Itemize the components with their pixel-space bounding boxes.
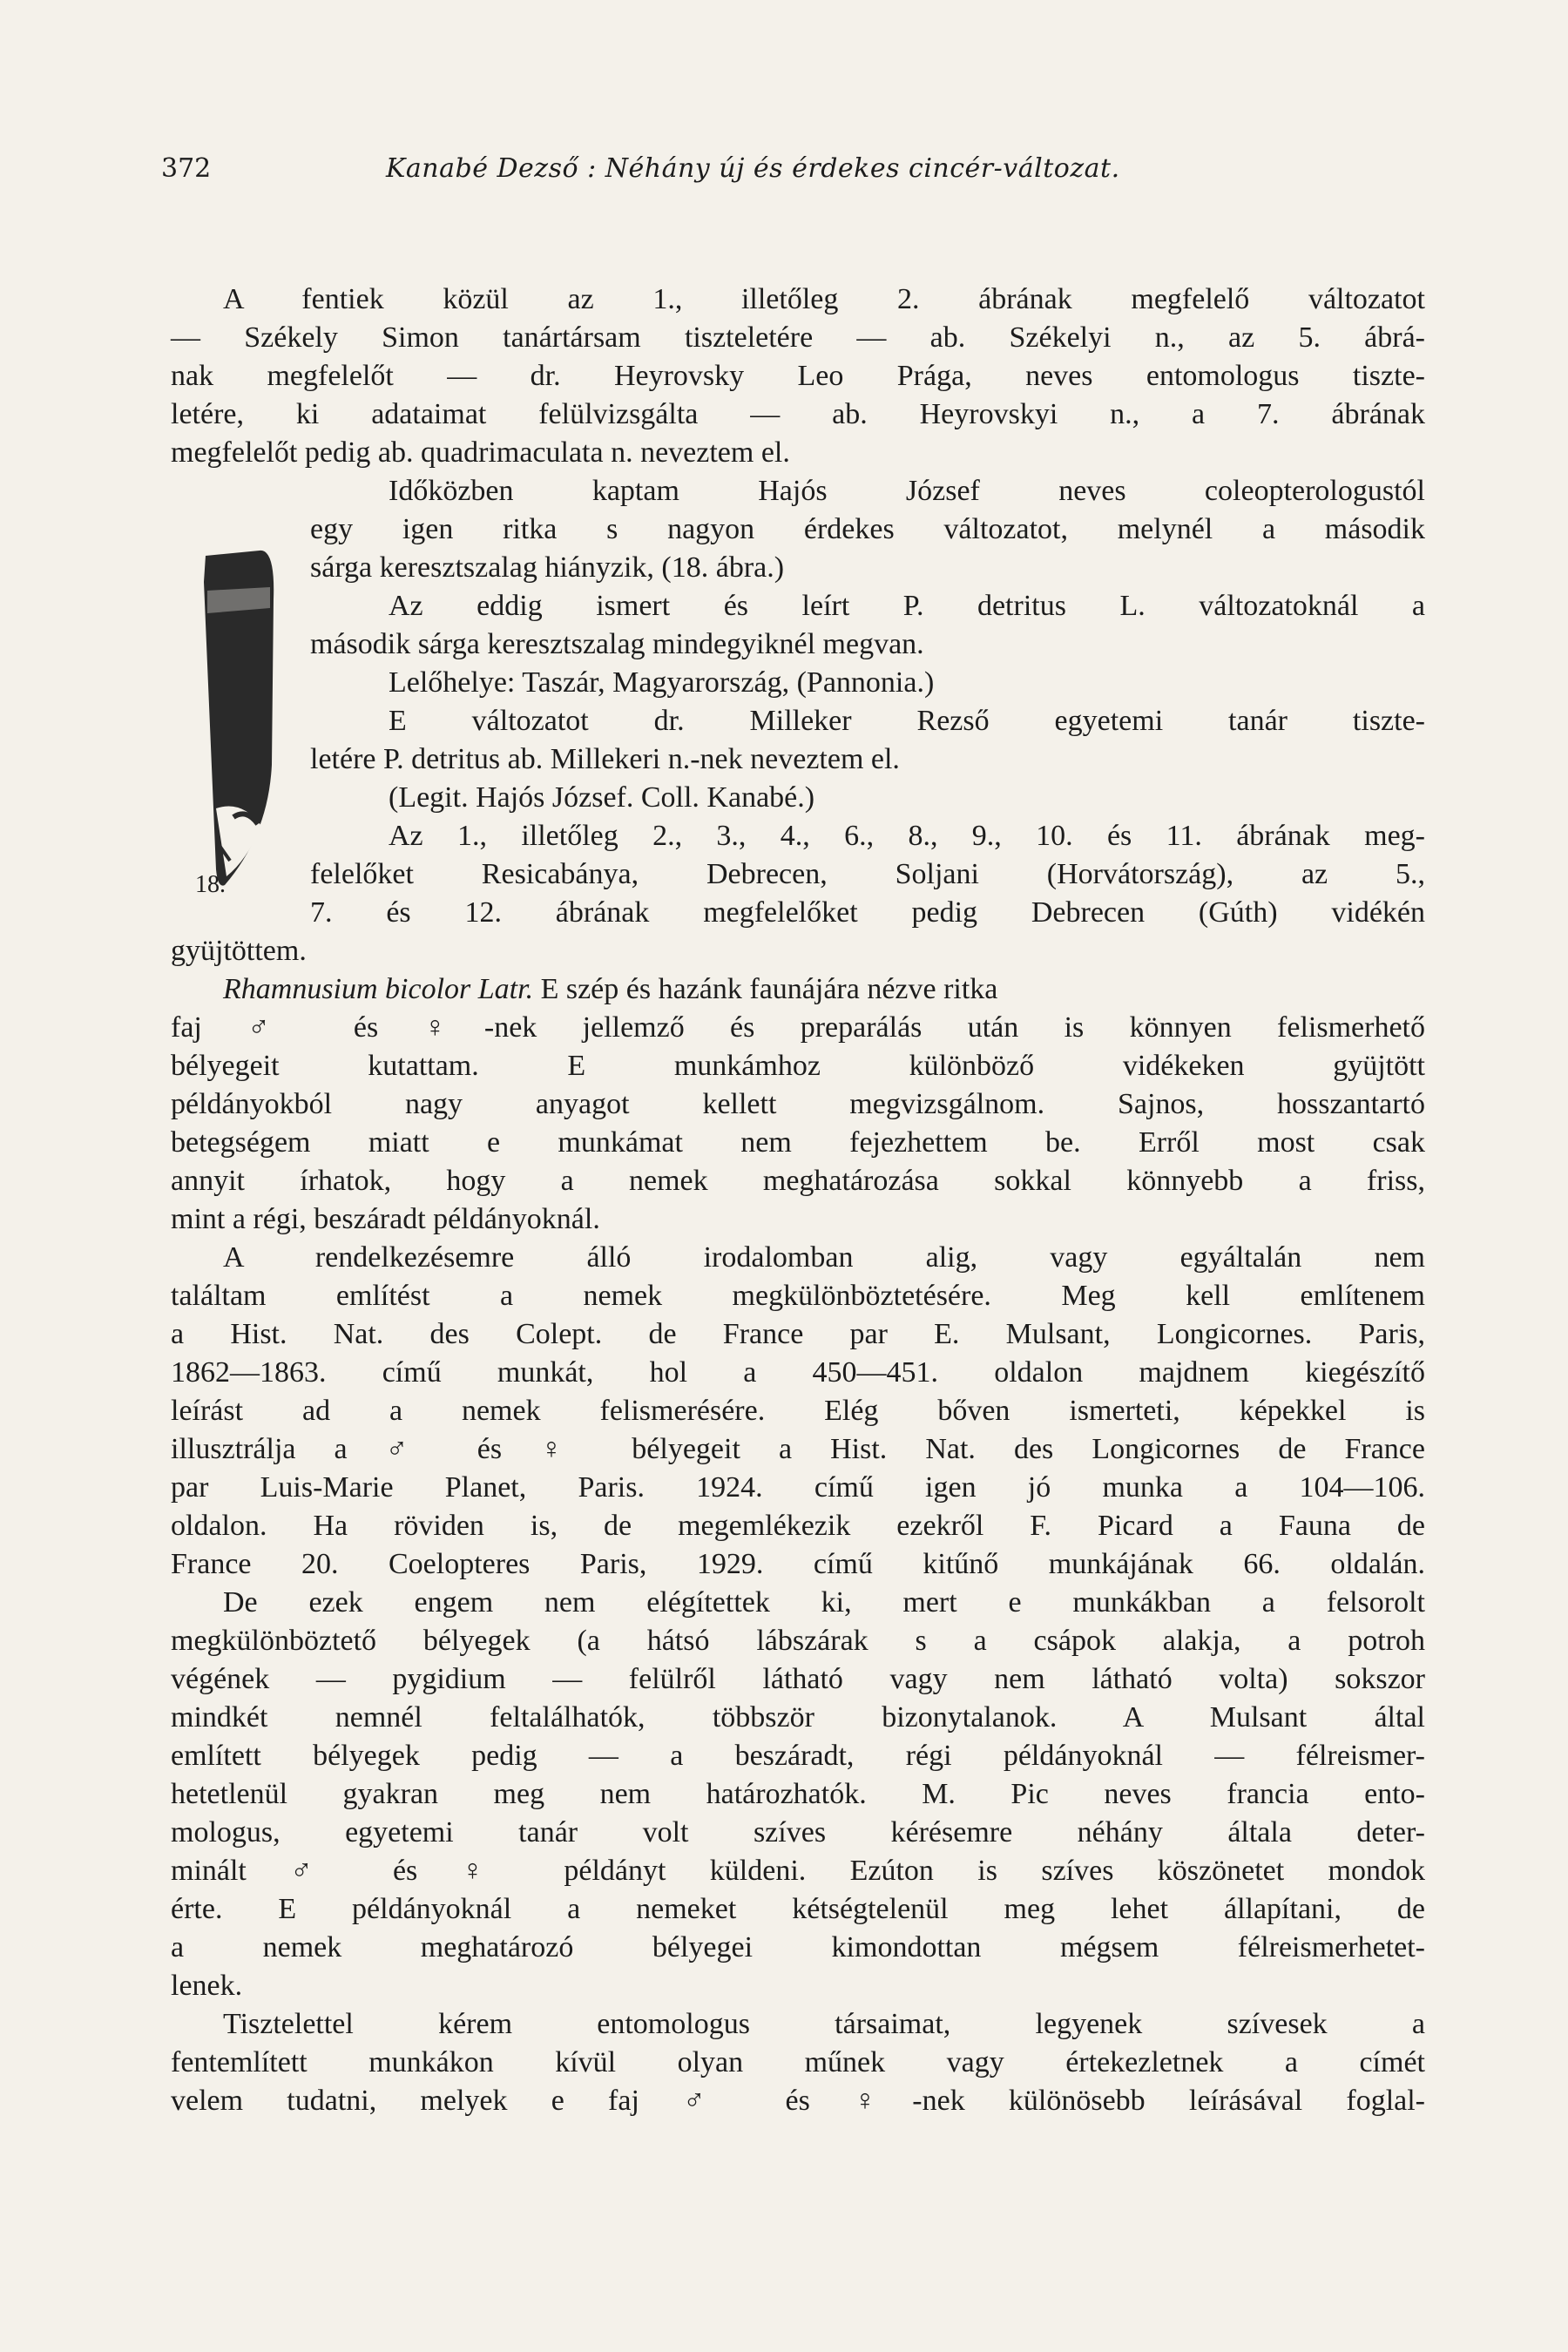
text-line: sárga keresztszalag hiányzik, (18. ábra.): [310, 551, 785, 584]
text-line: fentemlített munkákon kívül olyan műnek vagy értekezletnek a címét: [171, 2046, 1425, 2078]
text-line: leírást ad a nemek felismerésére. Elég bőven ismerteti, képekkel is: [171, 1395, 1425, 1427]
figure-label: 18.: [195, 871, 226, 898]
text-line: illusztrálja a ♂ és ♀ bélyegeit a Hist. Nat. des Longicornes de France: [171, 1433, 1425, 1465]
text-line: A fentiek közül az 1., illetőleg 2. ábrának megfelelő változatot: [223, 283, 1425, 315]
text-line: Tisztelettel kérem entomologus társaimat, legyenek szívesek a: [223, 2008, 1425, 2040]
text-line: 7. és 12. ábrának megfelelőket pedig Debrecen (Gúth) vidékén: [310, 896, 1425, 929]
text-line: második sárga keresztszalag mindegyiknél megvan.: [310, 628, 924, 660]
text-line: par Luis-Marie Planet, Paris. 1924. című igen jó munka a 104—106.: [171, 1471, 1425, 1504]
text-line: találtam említést a nemek megkülönböztetésére. Meg kell említenem: [171, 1280, 1425, 1312]
text-line: nak megfelelőt — dr. Heyrovsky Leo Prága, neves entomologus tiszte-: [171, 360, 1425, 392]
text-line: gyüjtöttem.: [171, 935, 307, 967]
text-line: a Hist. Nat. des Colept. de France par E. Mulsant, Longicornes. Paris,: [171, 1318, 1425, 1350]
text-line: mologus, egyetemi tanár volt szíves kérésemre néhány általa deter-: [171, 1816, 1425, 1848]
text-line: Lelőhelye: Taszár, Magyarország, (Pannonia.): [389, 666, 935, 699]
text-line: E változatot dr. Milleker Rezső egyetemi tanár tiszte-: [389, 705, 1425, 737]
text-line: bélyegeit kutattam. E munkámhoz különböző vidékeken gyüjtött: [171, 1050, 1425, 1082]
text-line: minált ♂ és ♀ példányt küldeni. Ezúton is szíves köszönetet mondok: [171, 1855, 1425, 1887]
text-line: faj ♂ és ♀-nek jellemző és preparálás után is könnyen felismerhető: [171, 1011, 1425, 1044]
text-line: a nemek meghatározó bélyegei kimondottan mégsem félreismerhetet-: [171, 1931, 1425, 1963]
page-number: 372: [161, 153, 212, 184]
text-line: felelőket Resicabánya, Debrecen, Soljani (Horvátország), az 5.,: [310, 858, 1425, 890]
text-line: velem tudatni, melyek e faj ♂ és ♀-nek különösebb leírásával foglal-: [171, 2085, 1425, 2117]
text-line: Időközben kaptam Hajós József neves coleopterologustól: [389, 475, 1425, 507]
text-line: mint a régi, beszáradt példányoknál.: [171, 1203, 600, 1235]
page-header: [161, 153, 1424, 197]
text-line: [223, 970, 1425, 1009]
text-line: megkülönböztető bélyegek (a hátsó lábszárak s a csápok alakja, a potroh: [171, 1625, 1425, 1657]
text-line: letére, ki adataimat felülvizsgálta — ab. Heyrovskyi n., a 7. ábrának: [171, 398, 1425, 430]
text-line: mindkét nemnél feltalálhatók, többször bizonytalanok. A Mulsant által: [171, 1701, 1425, 1734]
text-line: A rendelkezésemre álló irodalomban alig, vagy egyáltalán nem: [223, 1241, 1425, 1274]
text-line: annyit írhatok, hogy a nemek meghatározása sokkal könnyebb a friss,: [171, 1165, 1425, 1197]
figure-18-elytron-drawing: [199, 547, 286, 887]
species-name: Rhamnusium bicolor Latr.: [223, 973, 534, 1005]
running-title: Kanabé Dezső : Néhány új és érdekes cincér-változat.: [386, 153, 1120, 184]
text-line: (Legit. Hajós József. Coll. Kanabé.): [389, 781, 815, 814]
text-line: — Székely Simon tanártársam tiszteletére — ab. Székelyi n., az 5. ábrá-: [171, 321, 1425, 354]
text-line: említett bélyegek pedig — a beszáradt, régi példányoknál — félreismer-: [171, 1740, 1425, 1772]
text-line: egy igen ritka s nagyon érdekes változatot, melynél a második: [310, 513, 1425, 545]
text-line: hetetlenül gyakran meg nem határozhatók. M. Pic neves francia ento-: [171, 1778, 1425, 1810]
text-line: Az 1., illetőleg 2., 3., 4., 6., 8., 9., 10. és 11. ábrának meg-: [389, 820, 1425, 852]
text-line: példányokból nagy anyagot kellett megvizsgálnom. Sajnos, hosszantartó: [171, 1088, 1425, 1120]
text-line: lenek.: [171, 1970, 243, 2002]
text-line: De ezek engem nem elégítettek ki, mert e munkákban a felsorolt: [223, 1586, 1425, 1619]
text-line: megfelelőt pedig ab. quadrimaculata n. neveztem el.: [171, 436, 790, 469]
text-fragment: E szép és hazánk faunájára nézve ritka: [540, 973, 998, 1005]
text-line: letére P. detritus ab. Millekeri n.-nek neveztem el.: [310, 743, 900, 775]
text-line: érte. E példányoknál a nemeket kétségtelenül meg lehet állapítani, de: [171, 1893, 1425, 1925]
text-line: betegségem miatt e munkámat nem fejezhettem be. Erről most csak: [171, 1126, 1425, 1159]
text-line: Az eddig ismert és leírt P. detritus L. változatoknál a: [389, 590, 1425, 622]
text-line: France 20. Coelopteres Paris, 1929. című kitűnő munkájának 66. oldalán.: [171, 1548, 1425, 1580]
text-line: oldalon. Ha röviden is, de megemlékezik ezekről F. Picard a Fauna de: [171, 1510, 1425, 1542]
text-line: 1862—1863. című munkát, hol a 450—451. oldalon majdnem kiegészítő: [171, 1356, 1425, 1389]
text-line: végének — pygidium — felülről látható vagy nem látható volta) sokszor: [171, 1663, 1425, 1695]
